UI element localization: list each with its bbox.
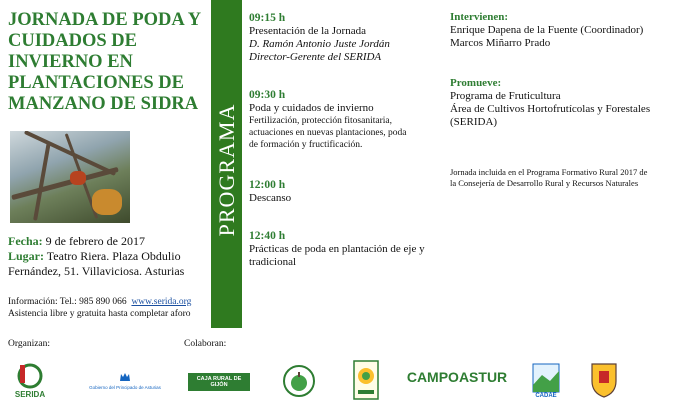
- program-title: Descanso: [249, 192, 292, 204]
- program-time: 09:15 h: [249, 12, 286, 24]
- place-line: [8, 249, 208, 264]
- program-item: [249, 229, 444, 269]
- title-line: INVIERNO EN: [8, 52, 133, 72]
- promoter-line: (SERIDA): [450, 116, 498, 128]
- date-value: 9 de febrero de 2017: [45, 234, 145, 248]
- phone-line: [8, 296, 228, 308]
- program-note: [450, 167, 690, 189]
- organizan-label: Organizan:: [8, 339, 51, 349]
- promoter-line: Área de Cultivos Hortofrutícolas y Forestales: [450, 103, 651, 115]
- apple-icon: [282, 364, 316, 398]
- corte-emblem-icon: [353, 360, 379, 400]
- program-speaker: D. Ramón Antonio Juste Jordán: [249, 38, 390, 50]
- ayuntamiento-logo: [586, 360, 622, 400]
- program-role: Director-Gerente del SERIDA: [249, 51, 382, 63]
- cadae-logo-text: CADAE: [535, 393, 557, 399]
- programa-bar: [211, 0, 242, 328]
- promoter-line: Programa de Fruticultura: [450, 90, 561, 102]
- gobierno-logo: [86, 365, 164, 395]
- event-title: [8, 10, 208, 115]
- shield-icon: [589, 361, 619, 399]
- pruning-photo: [10, 131, 130, 223]
- speaker-name: Marcos Miñarro Prado: [450, 37, 551, 49]
- title-line: CUIDADOS DE: [8, 31, 138, 51]
- note-line: Jornada incluida en el Programa Formativo Rural 2017 de: [450, 167, 648, 177]
- program-detail: de formación y fructificación.: [249, 140, 363, 150]
- promoter-block: [450, 77, 690, 129]
- cadae-logo: [531, 360, 561, 402]
- date-label: Fecha:: [8, 234, 43, 248]
- event-details: [8, 234, 208, 279]
- serida-emblem-icon: [16, 362, 44, 390]
- cadae-emblem-icon: [532, 363, 560, 393]
- website-link[interactable]: www.serida.org: [131, 297, 192, 307]
- crown-icon: [119, 371, 131, 385]
- note-line: la Consejería de Desarrollo Rural y Recursos Naturales: [450, 178, 639, 188]
- program-time: 09:30 h: [249, 89, 286, 101]
- program-title: Poda y cuidados de invierno: [249, 102, 374, 114]
- program-time: 12:40 h: [249, 230, 286, 242]
- program-item: [249, 178, 444, 205]
- serida-logo-text: SERIDA: [14, 389, 46, 399]
- speakers-heading: Intervienen:: [450, 11, 509, 23]
- attendance-note: Asistencia libre y gratuita hasta completar aforo: [8, 309, 191, 319]
- apple-logo: [281, 363, 317, 399]
- caja-rural-logo: [188, 373, 250, 391]
- corte-logo: [352, 360, 380, 400]
- program-title: Prácticas de poda en plantación de eje y: [249, 243, 425, 255]
- place-value: Teatro Riera. Plaza Obdulio: [46, 249, 181, 263]
- speaker-name: Enrique Dapena de la Fuente (Coordinador): [450, 24, 644, 36]
- date-line: [8, 234, 208, 249]
- colaboran-label: Colaboran:: [184, 339, 227, 349]
- program-time: 12:00 h: [249, 179, 286, 191]
- programa-label: PROGRAMA: [213, 103, 239, 237]
- place-line-2: Fernández, 51. Villaviciosa. Asturias: [8, 264, 185, 278]
- caja-rural-logo-text: CAJA RURAL DE GIJÓN: [196, 376, 242, 388]
- campoastur-logo-text: CAMPOASTUR: [406, 369, 508, 385]
- contact-info: [8, 296, 228, 320]
- campoastur-logo: [406, 366, 508, 388]
- title-line: PLANTACIONES DE: [8, 73, 184, 93]
- place-label: Lugar:: [8, 249, 44, 263]
- program-title: Presentación de la Jornada: [249, 25, 366, 37]
- promoter-heading: Promueve:: [450, 77, 502, 89]
- info-prefix: Información: Tel.: 985 890 066: [8, 297, 127, 307]
- program-detail: actuaciones en nuevas plantaciones, poda: [249, 128, 407, 138]
- serida-logo: [10, 358, 50, 402]
- speakers-block: [450, 11, 690, 50]
- program-item: [249, 11, 444, 64]
- title-line: JORNADA DE PODA Y: [8, 10, 202, 30]
- program-item: [249, 88, 444, 151]
- gobierno-logo-text: Gobierno del Principado de Asturias: [89, 384, 161, 390]
- program-title: tradicional: [249, 256, 297, 268]
- title-line: MANZANO DE SIDRA: [8, 94, 199, 114]
- program-detail: Fertilización, protección fitosanitaria,: [249, 116, 392, 126]
